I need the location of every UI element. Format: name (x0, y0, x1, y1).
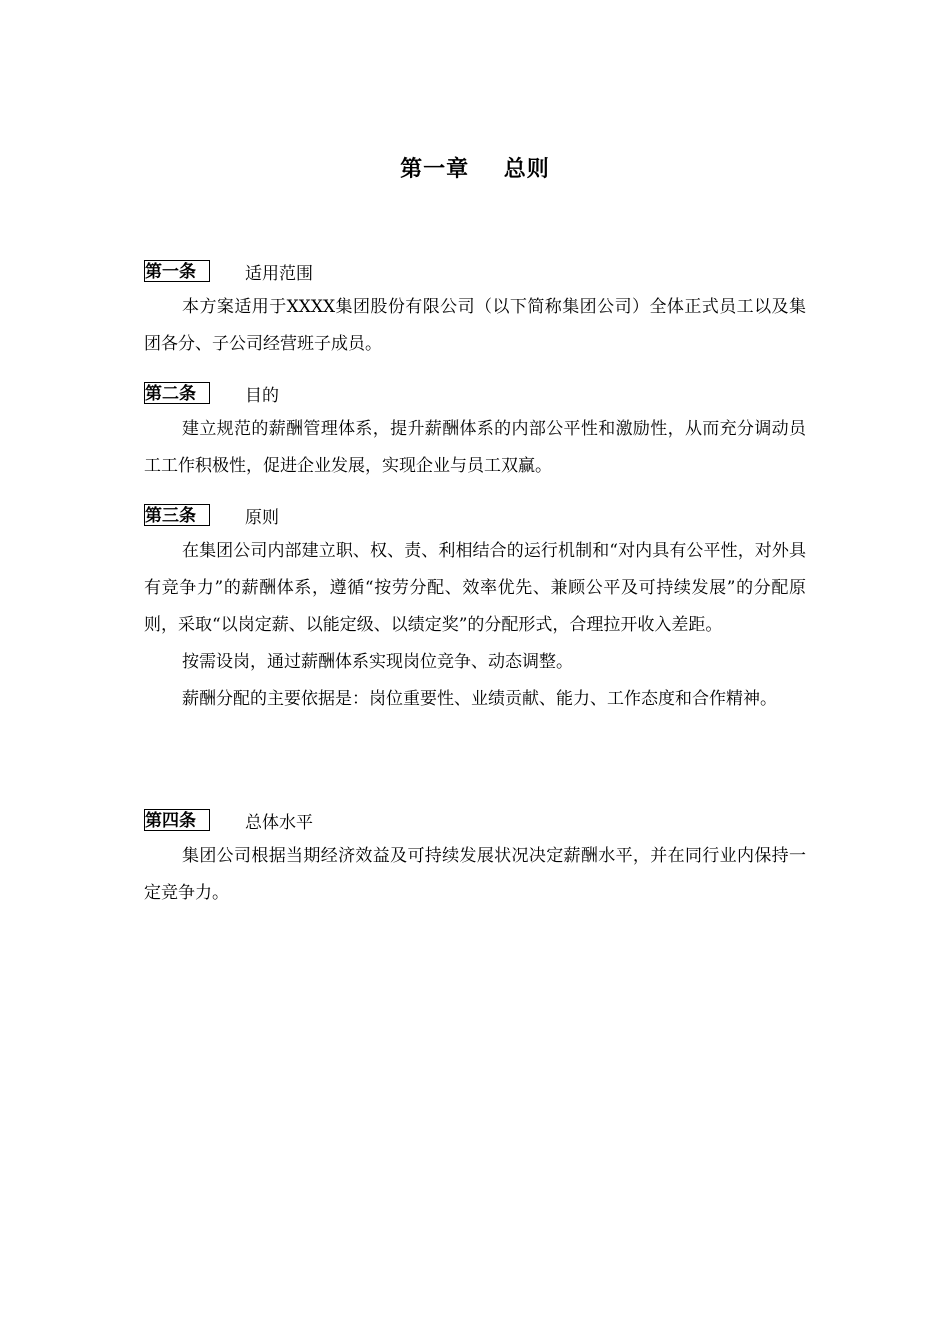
article-heading (144, 805, 806, 835)
article-heading (144, 500, 806, 530)
article-number: 第四条 (144, 809, 210, 831)
article-paragraph: 本方案适用于XXXX集团股份有限公司（以下简称集团公司）全体正式员工以及集团各分、子公司经营班子成员。 (144, 297, 806, 354)
article-title: 目的 (245, 385, 279, 406)
article-number: 第一条 (144, 260, 210, 282)
article-title: 总体水平 (245, 812, 313, 833)
article-1 (144, 256, 806, 363)
article-number: 第三条 (144, 504, 210, 526)
article-title: 适用范围 (245, 263, 313, 284)
article-heading (144, 378, 806, 408)
article-heading (144, 256, 806, 286)
article-2 (144, 378, 806, 485)
article-title: 原则 (245, 507, 279, 528)
article-number: 第二条 (144, 382, 210, 404)
chapter-title: 第一章 总则 (400, 157, 550, 182)
article-3 (144, 500, 806, 718)
article-4 (144, 805, 806, 912)
article-paragraph: 集团公司根据当期经济效益及可持续发展状况决定薪酬水平，并在同行业内保持一定竞争力。 (144, 846, 806, 903)
article-paragraph: 建立规范的薪酬管理体系，提升薪酬体系的内部公平性和激励性，从而充分调动员工工作积极性，促进企业发展，实现企业与员工双赢。 (144, 419, 806, 476)
article-paragraph: 在集团公司内部建立职、权、责、利相结合的运行机制和“对内具有公平性，对外具有竞争力”的薪酬体系，遵循“按劳分配、效率优先、兼顾公平及可持续发展”的分配原则，采取“以岗定薪、以能定级、以绩定奖”的分配形式，合理拉开收入差距。 (144, 541, 806, 635)
article-paragraph: 按需设岗，通过薪酬体系实现岗位竞争、动态调整。 (182, 652, 573, 672)
article-paragraph: 薪酬分配的主要依据是：岗位重要性、业绩贡献、能力、工作态度和合作精神。 (182, 689, 777, 709)
